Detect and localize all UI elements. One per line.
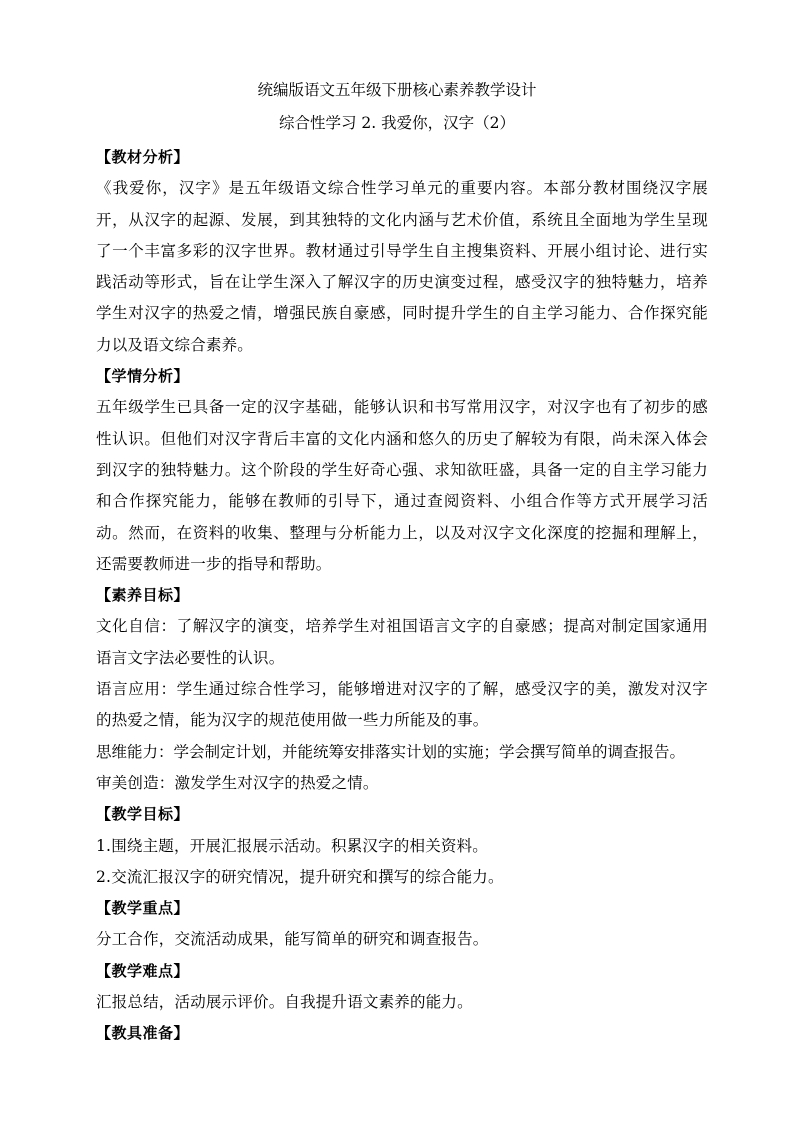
- paragraph-textbook-analysis: 《我爱你，汉字》是五年级语文综合性学习单元的重要内容。本部分教材围绕汉字展开，从汉字的起源、发展，到其独特的文化内涵与艺术价值，系统且全面地为学生呈现了一个丰富多彩的汉字世界。教材通过引导学生自主搜集资料、开展小组讨论、进行实践活动等形式，旨在让学生深入了解汉字的历史演变过程，感受汉字的独特魅力，培养学生对汉字的热爱之情，增强民族自豪感，同时提升学生的自主学习能力、合作探究能力以及语文综合素养。: [96, 179, 708, 354]
- section-heading-teaching-tools: 【教具准备】: [96, 1024, 190, 1043]
- paragraph-language-application: 语言应用：学生通过综合性学习，能够增进对汉字的了解，感受汉字的美，激发对汉字的热爱之情，能为汉字的规范使用做一些力所能及的事。: [96, 680, 708, 730]
- list-item-teaching-goal-1: 1.围绕主题，开展汇报展示活动。积累汉字的相关资料。: [96, 836, 488, 855]
- document-body: [96, 142, 708, 1050]
- paragraph-student-analysis: 五年级学生已具备一定的汉字基础，能够认识和书写常用汉字，对汉字也有了初步的感性认识。但他们对汉字背后丰富的文化内涵和悠久的历史了解较为有限，尚未深入体会到汉字的独特魅力。这个阶段的学生好奇心强、求知欲旺盛，具备一定的自主学习能力和合作探究能力，能够在教师的引导下，通过查阅资料、小组合作等方式开展学习活动。然而，在资料的收集、整理与分析能力上，以及对汉字文化深度的挖掘和理解上，还需要教师进一步的指导和帮助。: [96, 398, 708, 573]
- paragraph-teaching-focus: 分工合作，交流活动成果，能写简单的研究和调查报告。: [96, 930, 489, 949]
- document-title: 统编版语文五年级下册核心素养教学设计: [257, 81, 537, 99]
- paragraph-cultural-confidence: 文化自信：了解汉字的演变，培养学生对祖国语言文字的自豪感；提高对制定国家通用语言文字法必要性的认识。: [96, 617, 708, 667]
- paragraph-aesthetic-creation: 审美创造：激发学生对汉字的热爱之情。: [96, 773, 379, 792]
- paragraph-teaching-difficulty: 汇报总结，活动展示评价。自我提升语文素养的能力。: [96, 993, 473, 1012]
- section-heading-teaching-focus: 【教学重点】: [96, 899, 190, 918]
- section-heading-literacy-goals: 【素养目标】: [96, 586, 190, 605]
- section-heading-teaching-difficulty: 【教学难点】: [96, 961, 190, 980]
- section-heading-teaching-goals: 【教学目标】: [96, 805, 190, 824]
- section-heading-textbook-analysis: 【教材分析】: [96, 148, 190, 166]
- document-subtitle: 综合性学习 2. 我爱你，汉字（2）: [278, 114, 515, 132]
- section-heading-student-analysis: 【学情分析】: [96, 367, 190, 386]
- paragraph-thinking-ability: 思维能力：学会制定计划，并能统筹安排落实计划的实施；学会撰写简单的调查报告。: [96, 742, 686, 761]
- list-item-teaching-goal-2: 2.交流汇报汉字的研究情况，提升研究和撰写的综合能力。: [96, 867, 504, 886]
